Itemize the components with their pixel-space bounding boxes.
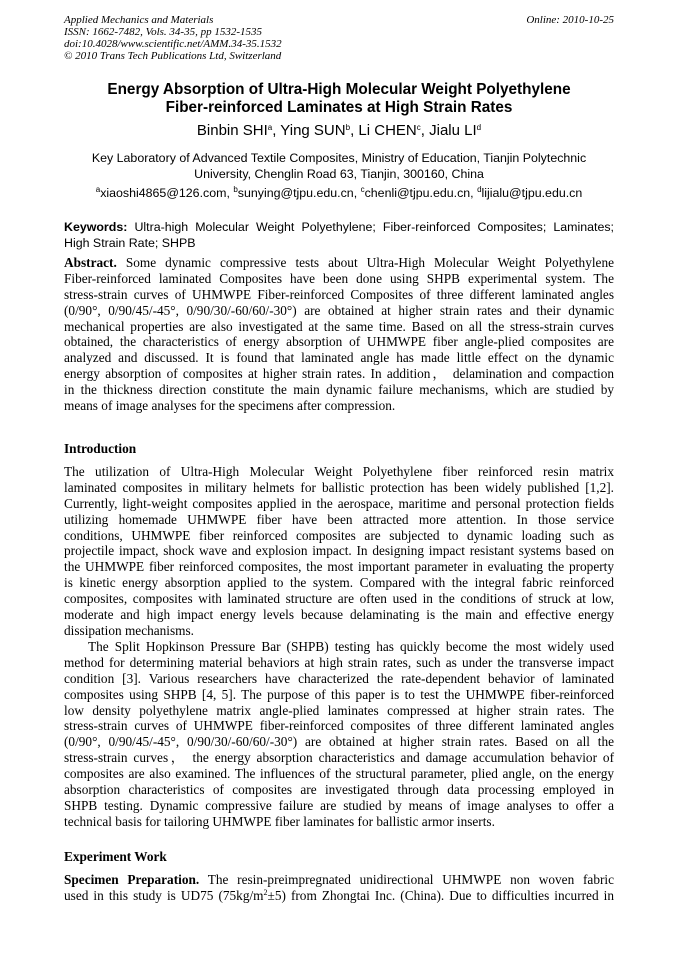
paragraph-line: method for determining material behaviors at high strain rates, such as under the transverse impact: [64, 654, 614, 670]
paragraph-line: low density polyethylene matrix angle-plied laminates compressed at higher strain rates. The: [64, 702, 614, 718]
paper-title: [64, 81, 614, 117]
abstract-label: Abstract.: [64, 255, 117, 270]
paragraph-line: stress-strain curves of UHMWPE fiber-reinforced composites of three different laminated angles: [64, 718, 614, 734]
abstract-line: analyzed and discussed. It is found that laminated angle has made little effect on the dynamic: [64, 350, 614, 366]
paragraph-line: moderate and high impact energy levels because delaminating is the main and effective energy: [64, 607, 614, 623]
author-affiliation-mark: a: [267, 123, 273, 132]
header-line: © 2010 Trans Tech Publications Ltd, Switzerland: [64, 50, 282, 62]
paragraph-line: conditions, UHMWPE fiber reinforced composites are subjected to dynamic loading such as: [64, 527, 614, 543]
affiliation-line: Key Laboratory of Advanced Textile Composites, Ministry of Education, Tianjin Polytechnic: [91, 151, 587, 165]
affiliation-line: University, Chenglin Road 63, Tianjin, 300160, China: [194, 167, 484, 181]
keywords-label: Keywords:: [64, 220, 128, 234]
affiliation: [64, 150, 614, 182]
author-affiliation-mark: c: [416, 123, 421, 132]
paragraph-line: composites using SHPB [4, 5]. The purpose of this paper is to test the UHMWPE fiber-reinforced: [64, 686, 614, 702]
header-line: doi:10.4028/www.scientific.net/AMM.34-35.1532: [64, 38, 282, 50]
email-mark: b: [233, 185, 238, 194]
keywords-text: High Strain Rate; SHPB: [64, 235, 196, 250]
abstract-line: energy absorption of composites at higher strain rates. In addition， delamination and compaction: [64, 366, 614, 382]
superscript: 2: [263, 887, 268, 897]
abstract-line: in the thickness direction constitute the main dynamic failure mechanisms, which are studied by: [64, 382, 614, 398]
specimen-text: ±5) from Zhongtai Inc. (China). Due to difficulties incurred in: [267, 887, 614, 903]
abstract-line: (0/90°, 0/90/45/-45°, 0/90/30/-60/60/-30°) are obtained at higher strain rates and their dynamic: [64, 302, 614, 318]
paragraph-line: condition [3]. Various researchers have characterized the rate-dependent behavior of laminated: [64, 670, 614, 686]
paragraph-line: The utilization of Ultra-High Molecular Weight Polyethylene fiber reinforced resin matrix: [64, 464, 614, 479]
paragraph-line: absorption characteristics of composites are investigated through data processing employed in: [64, 782, 614, 798]
paragraph-line: The Split Hopkinson Pressure Bar (SHPB) testing has quickly become the most widely used: [88, 639, 614, 654]
abstract-line: means of image analyses for the specimens after compression.: [64, 398, 396, 414]
paragraph-line: technical basis for tailoring UHMWPE fiber laminates for ballistic armor inserts.: [64, 813, 495, 829]
paragraph-line: utilizing homemade UHMWPE fiber have been attracted more attention. In those service: [64, 511, 614, 527]
title-line: Fiber-reinforced Laminates at High Strain Rates: [165, 99, 513, 116]
author-name: Ying SUN: [280, 122, 346, 139]
paragraph-line: stress-strain curves， the energy absorption characteristics and damage accumulation behavior of: [64, 750, 614, 766]
paragraph-line: projectile impact, shock wave and explosion impact. In designing impact resistant systems based on: [64, 543, 614, 559]
header-line: ISSN: 1662-7482, Vols. 34-35, pp 1532-1535: [64, 26, 262, 38]
author-list: [64, 122, 614, 140]
author-email: chenli@tjpu.edu.cn: [364, 186, 471, 200]
author-email: lijialu@tjpu.edu.cn: [481, 186, 583, 200]
email-mark: d: [477, 185, 482, 194]
paragraph-line: is kinetic energy absorption applied to the system. Compared with the integral fabric reinforced: [64, 575, 614, 591]
separator: ,: [353, 186, 361, 200]
intro-paragraph-1: [64, 464, 614, 639]
abstract-line: obtained, the characteristics of energy absorption of UHMWPE fiber angle-plied composites are: [64, 334, 614, 350]
author-affiliation-mark: d: [476, 123, 482, 132]
abstract-line: stress-strain curves of UHMWPE Fiber-reinforced Composites of three different laminated angles: [64, 286, 614, 302]
author-name: Li CHEN: [358, 122, 417, 139]
section-heading-experiment: Experiment Work: [64, 849, 167, 864]
section-heading-introduction: Introduction: [64, 441, 137, 456]
paragraph-line: (0/90°, 0/90/45/-45°, 0/90/30/-60/60/-30°) are obtained at higher strain rates. Based on all the: [64, 734, 614, 750]
abstract-text: Some dynamic compressive tests about Ultra-High Molecular Weight Polyethylene: [116, 255, 614, 270]
specimen-text: used in this study is UD75 (75kg/m: [64, 887, 264, 903]
email-list: [64, 185, 614, 201]
specimen-preparation: [64, 872, 614, 904]
author-email: sunying@tjpu.edu.cn: [237, 186, 354, 200]
abstract-line: mechanical properties are also investigated at the same time. Based on all the stress-strain curves: [64, 318, 614, 334]
paragraph-line: Currently, light-weight composites applied in the aerospace, maritime and personal protection fields: [64, 495, 614, 511]
separator: ,: [272, 122, 281, 139]
abstract-line: Fiber-reinforced laminated Composites have been done using SHPB experimental system. The: [64, 270, 614, 286]
paragraph-line: SHPB testing. Dynamic compressive failure are studied by means of image analyses to offer a: [64, 797, 614, 813]
paragraph-line: the UHMWPE fiber reinforced composites, the most important parameter in evaluating the property: [64, 559, 614, 575]
keywords-text: Ultra-high Molecular Weight Polyethylene; Fiber-reinforced Composites; Laminates;: [127, 220, 614, 234]
paragraph-line: dissipation mechanisms.: [64, 622, 195, 638]
author-affiliation-mark: b: [345, 123, 351, 132]
paragraph-line: composites, composites with laminated structure are often used in the conditions of struck at low,: [64, 591, 614, 607]
separator: ,: [420, 122, 430, 139]
email-mark: a: [95, 185, 101, 194]
intro-paragraph-2: [64, 639, 614, 830]
separator: ,: [226, 186, 234, 200]
paragraph-line: composites are also examined. The influences of the structural parameter, plied angle, on the energy: [64, 766, 614, 782]
keywords: [64, 220, 614, 252]
header-line: Applied Mechanics and Materials: [64, 14, 214, 26]
author-name: Jialu LI: [429, 122, 477, 139]
email-mark: c: [360, 185, 365, 194]
specimen-text: The resin-preimpregnated unidirectional UHMWPE non woven fabric: [199, 872, 614, 887]
specimen-label: Specimen Preparation.: [64, 872, 200, 887]
paragraph-line: laminated composites in military helmets for ballistic protection has been widely published [1,2].: [64, 479, 614, 495]
author-name: Binbin SHI: [196, 122, 268, 139]
separator: ,: [350, 122, 359, 139]
separator: ,: [470, 186, 478, 200]
abstract: [64, 255, 614, 414]
title-line: Energy Absorption of Ultra-High Molecular Weight Polyethylene: [107, 81, 571, 98]
online-date: Online: 2010-10-25: [526, 14, 614, 26]
author-email: xiaoshi4865@126.com: [100, 186, 227, 200]
